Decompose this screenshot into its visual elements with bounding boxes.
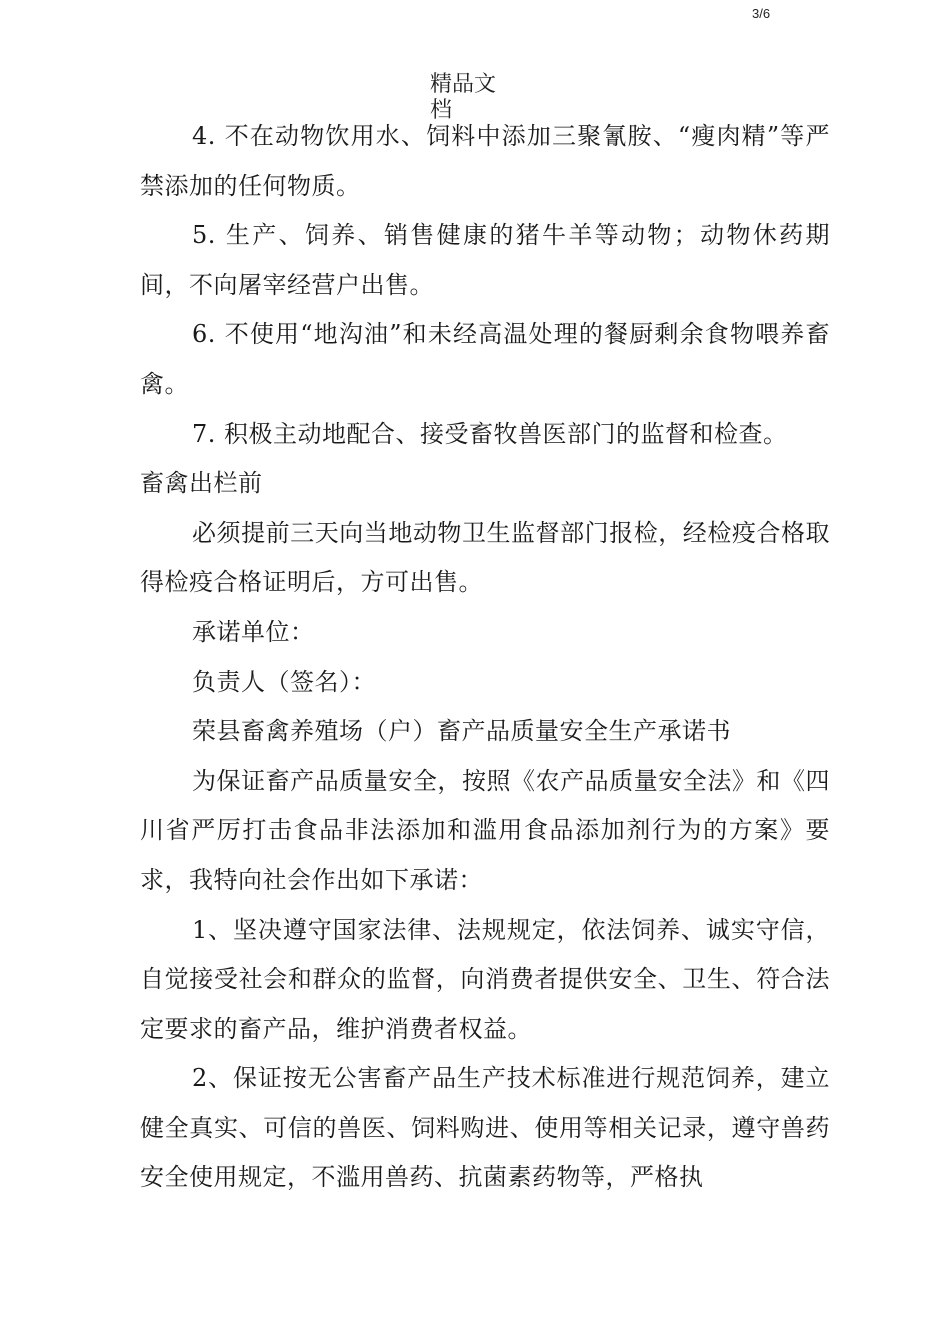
paragraph-item-2: 2、保证按无公害畜产品生产技术标准进行规范饲养，建立健全真实、可信的兽医、饲料购进、使用等相关记录，遵守兽药安全使用规定，不滥用兽药、抗菌素药物等，严格执	[140, 1064, 830, 1192]
commitment-unit-line: 承诺单位：	[192, 617, 315, 646]
document-body	[140, 112, 830, 1203]
document-title: 荣县畜禽养殖场（户）畜产品质量安全生产承诺书	[192, 717, 731, 746]
paragraph-3: 6. 不使用“地沟油”和未经高温处理的餐厨剩余食物喂养畜禽。	[140, 320, 830, 398]
signature-line: 负责人（签名）：	[192, 667, 376, 696]
watermark-label: 精品文档	[430, 72, 497, 123]
paragraph-intro: 为保证畜产品质量安全，按照《农产品质量安全法》和《四川省严厉打击食品非法添加和滥用食品添加剂行为的方案》要求，我特向社会作出如下承诺：	[140, 766, 830, 894]
page-number: 3/6	[752, 6, 771, 21]
paragraph-5: 畜禽出栏前	[140, 469, 263, 498]
paragraph-item-1: 1、坚决遵守国家法律、法规规定，依法饲养、诚实守信，自觉接受社会和群众的监督，向消费者提供安全、卫生、符合法定要求的畜产品，维护消费者权益。	[140, 915, 830, 1043]
paragraph-6: 必须提前三天向当地动物卫生监督部门报检，经检疫合格取得检疫合格证明后，方可出售。	[140, 518, 830, 597]
paragraph-2: 5. 生产、饲养、销售健康的猪牛羊等动物；动物休药期间，不向屠宰经营户出售。	[140, 221, 830, 299]
paragraph-4: 7. 积极主动地配合、接受畜牧兽医部门的监督和检查。	[192, 419, 788, 448]
paragraph-1: 4. 不在动物饮用水、饲料中添加三聚氰胺、“瘦肉精”等严禁添加的任何物质。	[140, 122, 830, 200]
